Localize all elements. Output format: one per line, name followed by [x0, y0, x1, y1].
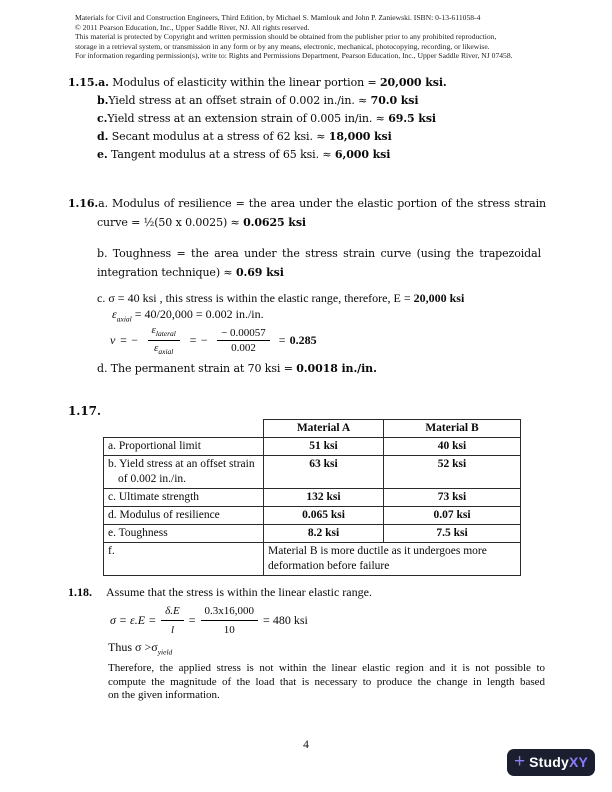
problem-number: 1.15.	[68, 76, 99, 89]
row-label: e. Toughness	[104, 525, 264, 543]
item-1-15-b	[68, 92, 546, 110]
material-b-value: 7.5 ksi	[384, 525, 521, 543]
item-1-16-d	[97, 362, 377, 375]
table-row	[104, 507, 521, 525]
item-1-15-d	[68, 128, 546, 146]
item-text: Modulus of elasticity within the linear portion =	[108, 76, 380, 89]
copyright-line: For information regarding permission(s), write to: Rights and Permissions Department, Pearson Education, Inc., Upper Saddle River, NJ 07458.	[75, 51, 513, 61]
strain-ratio-fraction	[148, 324, 180, 355]
material-a-value: 51 ksi	[264, 438, 384, 456]
item-1-15-c	[68, 110, 546, 128]
table-row	[104, 525, 521, 543]
item-text: Yield stress at an extension strain of 0.005 in/in. ≈	[107, 112, 389, 125]
nu-symbol: ν	[110, 332, 116, 347]
copyright-line: © 2011 Pearson Education, Inc., Upper Saddle River, NJ. All rights reserved.	[75, 22, 310, 32]
materials-comparison-table	[103, 419, 521, 576]
item-text: a. Modulus of resilience = the area under the elastic portion of the stress strain	[98, 197, 546, 210]
item-line	[97, 264, 541, 283]
item-value: 0.69 ksi	[235, 265, 284, 279]
fraction-numerator: δ.E	[161, 603, 184, 621]
equals-sign: =	[188, 613, 196, 627]
thus-line: Thus $\sigma >\sigma_{yield}$	[108, 640, 173, 657]
table-row	[104, 456, 521, 489]
item-line	[68, 214, 546, 233]
conclusion-paragraph	[108, 662, 545, 702]
material-a-value: 8.2 ksi	[264, 525, 384, 543]
item-1-16-a	[68, 195, 546, 232]
item-1-16-c	[97, 291, 547, 306]
epsilon-subscript: axial	[116, 314, 132, 324]
item-label: c.	[97, 112, 108, 125]
brand-xy: XY	[568, 753, 589, 770]
material-b-value: 40 ksi	[384, 438, 521, 456]
row-label: f.	[104, 543, 264, 576]
intro-text: Assume that the stress is within the linear elastic range.	[106, 585, 372, 599]
fraction-denominator: $\varepsilon_{axial}$	[154, 341, 174, 356]
item-value: 6,000 ksi	[334, 148, 391, 161]
formula-result: = 480 ksi	[263, 613, 308, 627]
fraction-denominator: l	[170, 623, 174, 636]
equation-text: = 40/20,000 = 0.002 in./in.	[131, 307, 264, 321]
copyright-line: This material is protected by Copyright and written permission should be obtained from the publisher prior to any prohibited reproduction,	[75, 32, 497, 42]
row-label: a. Proportional limit	[104, 438, 264, 456]
formula-lhs: σ = ε.E =	[110, 613, 157, 627]
item-text: c. σ = 40 ksi , this stress is within the elastic range, therefore, E =	[97, 291, 414, 305]
item-label: d.	[97, 130, 109, 143]
problem-1-17-number: 1.17.	[68, 404, 101, 418]
brand-study: Study	[529, 753, 569, 770]
item-value: 69.5 ksi	[388, 112, 437, 125]
table-1-17	[103, 419, 521, 576]
item-value: 20,000 ksi	[413, 291, 465, 305]
item-label: a.	[98, 76, 109, 89]
logo-text	[529, 754, 588, 772]
item-line	[68, 195, 546, 214]
paragraph-line: compute the magnitude of the load that is necessary to produce the change in length based	[108, 675, 545, 688]
item-text: Tangent modulus at a stress of 65 ksi. ≈	[107, 148, 335, 161]
fraction-numerator: 0.3x16,000	[201, 603, 259, 621]
stress-formula	[110, 602, 546, 638]
paragraph-line: on the given information.	[108, 689, 220, 702]
item-text: curve = ½(50 x 0.0025) ≈	[97, 215, 244, 229]
material-a-value: 0.065 ksi	[264, 507, 384, 525]
material-b-value: 52 ksi	[384, 456, 521, 489]
item-1-16-b	[97, 245, 541, 282]
poisson-ratio-formula	[110, 320, 317, 360]
equals-minus: = −	[119, 332, 139, 347]
epsilon-symbol: ε	[112, 307, 117, 321]
numeric-fraction	[217, 327, 270, 354]
copyright-line: Materials for Civil and Construction Engineers, Third Edition, by Michael S. Mamlouk and John P. Zaniewski. ISBN: 0-13-611058-4	[75, 13, 481, 22]
paragraph-line: Therefore, the applied stress is not within the linear elastic region and it is not possible to	[108, 662, 545, 675]
problem-1-18	[68, 584, 546, 703]
numeric-fraction	[201, 603, 259, 638]
fraction-numerator: − 0.00057	[217, 327, 270, 341]
equals-minus: = −	[188, 332, 209, 347]
item-text: Yield stress at an offset strain of 0.002 in./in. ≈	[108, 94, 371, 107]
yield-subscript: yield	[157, 647, 173, 657]
material-a-value: 132 ksi	[264, 489, 384, 507]
item-value: 0.0625 ksi	[243, 215, 306, 229]
blank-corner-cell	[104, 420, 264, 438]
equals-sign: =	[278, 332, 286, 347]
item-label: b.	[97, 94, 109, 107]
item-line	[68, 584, 546, 600]
material-a-header: Material A	[264, 420, 384, 438]
item-label: e.	[97, 148, 108, 161]
item-text: d. The permanent strain at 70 ksi =	[97, 362, 297, 375]
table-row	[104, 438, 521, 456]
material-b-header: Material B	[384, 420, 521, 438]
row-label: d. Modulus of resilience	[104, 507, 264, 525]
problem-number: 1.18.	[68, 585, 92, 599]
copyright-header	[75, 13, 555, 61]
poisson-ratio-result: 0.285	[289, 332, 317, 347]
item-text: integration technique) ≈	[97, 265, 236, 279]
material-a-value: 63 ksi	[264, 456, 384, 489]
problem-1-15	[68, 74, 546, 164]
item-value: 0.0018 in./in.	[296, 362, 377, 375]
material-b-value: 73 ksi	[384, 489, 521, 507]
item-text: Secant modulus at a stress of 62 ksi. ≈	[108, 130, 329, 143]
copyright-line: storage in a retrieval system, or transmission in any form or by any means, electronic, mechanical, photocopying, recording, or likewise.	[75, 41, 490, 51]
table-header-row	[104, 420, 521, 438]
merged-answer-cell: Material B is more ductile as it undergoes more deformation before failure	[264, 543, 521, 576]
fraction-denominator: 0.002	[231, 341, 256, 354]
item-value: 18,000 ksi	[328, 130, 392, 143]
item-value: 20,000 ksi.	[379, 76, 447, 89]
studyxy-logo	[507, 749, 595, 776]
fraction-numerator: $\varepsilon_{lateral}$	[148, 324, 180, 340]
table-row	[104, 543, 521, 576]
item-1-15-e	[68, 146, 546, 164]
fraction-denominator: 10	[223, 623, 235, 636]
symbolic-fraction	[161, 603, 184, 638]
problem-number: 1.16.	[68, 197, 99, 210]
row-label: c. Ultimate strength	[104, 489, 264, 507]
row-label: b. Yield stress at an offset strain of 0.002 in./in.	[104, 456, 264, 489]
item-value: 70.0 ksi	[370, 94, 419, 107]
item-line: b. Toughness = the area under the stress strain curve (using the trapezoidal	[97, 247, 541, 260]
table-row	[104, 489, 521, 507]
item-1-15-a	[68, 74, 546, 92]
page-number: 4	[303, 739, 309, 751]
plus-icon: +	[513, 751, 526, 772]
material-b-value: 0.07 ksi	[384, 507, 521, 525]
